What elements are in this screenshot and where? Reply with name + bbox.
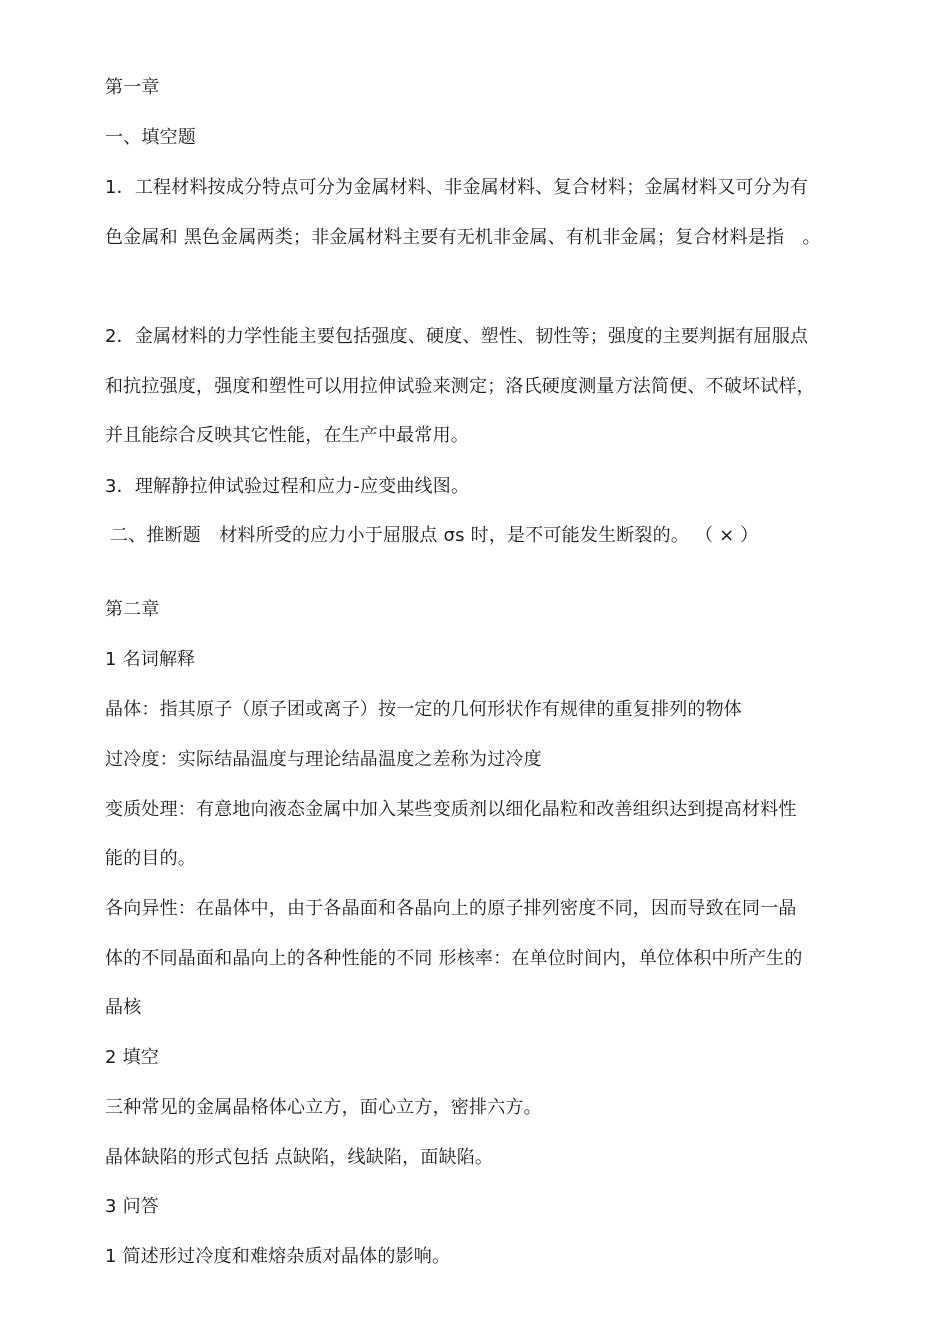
chapter1-q1-line2: 色金属和 黑色金属两类；非金属材料主要有无机非金属、有机非金属；复合材料是指 。	[105, 227, 821, 248]
term-modification-line2: 能的目的。	[105, 848, 196, 869]
chapter1-q2-line3: 并且能综合反映其它性能，在生产中最常用。	[105, 425, 469, 446]
chapter2-section-terms: 1 名词解释	[105, 649, 196, 670]
fill-answer-1: 三种常见的金属晶格体心立方，面心立方，密排六方。	[105, 1097, 542, 1118]
term-undercooling: 过冷度：实际结晶温度与理论结晶温度之差称为过冷度	[105, 749, 542, 770]
chapter1-judge-question: 二、推断题 材料所受的应力小于屈服点 σs 时，是不可能发生断裂的。 （ × ）	[110, 525, 759, 546]
term-anisotropy-line2: 体的不同晶面和晶向上的各种性能的不同 形核率：在单位时间内，单位体积中所产生的	[105, 948, 803, 969]
chapter2-heading: 第二章	[105, 599, 160, 620]
qa-question-1: 1 简述形过冷度和难熔杂质对晶体的影响。	[105, 1246, 451, 1267]
chapter1-q1-line1: 1．工程材料按成分特点可分为金属材料、非金属材料、复合材料；金属材料又可分为有	[105, 177, 809, 198]
chapter1-q2-line2: 和抗拉强度，强度和塑性可以用拉伸试验来测定；洛氏硬度测量方法简便、不破坏试样，	[105, 376, 815, 397]
chapter1-q2-line1: 2．金属材料的力学性能主要包括强度、硬度、塑性、韧性等；强度的主要判据有屈服点	[105, 326, 809, 347]
chapter1-q3-line1: 3．理解静拉伸试验过程和应力-应变曲线图。	[105, 476, 470, 497]
term-modification-line1: 变质处理：有意地向液态金属中加入某些变质剂以细化晶粒和改善组织达到提高材料性	[105, 799, 797, 820]
chapter1-heading: 第一章	[105, 77, 160, 98]
term-crystal: 晶体：指其原子（原子团或离子）按一定的几何形状作有规律的重复排列的物体	[105, 699, 742, 720]
chapter2-section-fill: 2 填空	[105, 1047, 159, 1068]
chapter2-section-qa: 3 问答	[105, 1196, 159, 1217]
chapter1-section-fill-blank: 一、填空题	[105, 127, 196, 148]
term-anisotropy-line3: 晶核	[105, 997, 142, 1018]
fill-answer-2: 晶体缺陷的形式包括 点缺陷，线缺陷，面缺陷。	[105, 1147, 494, 1168]
term-anisotropy-line1: 各向异性：在晶体中，由于各晶面和各晶向上的原子排列密度不同，因而导致在同一晶	[105, 898, 797, 919]
